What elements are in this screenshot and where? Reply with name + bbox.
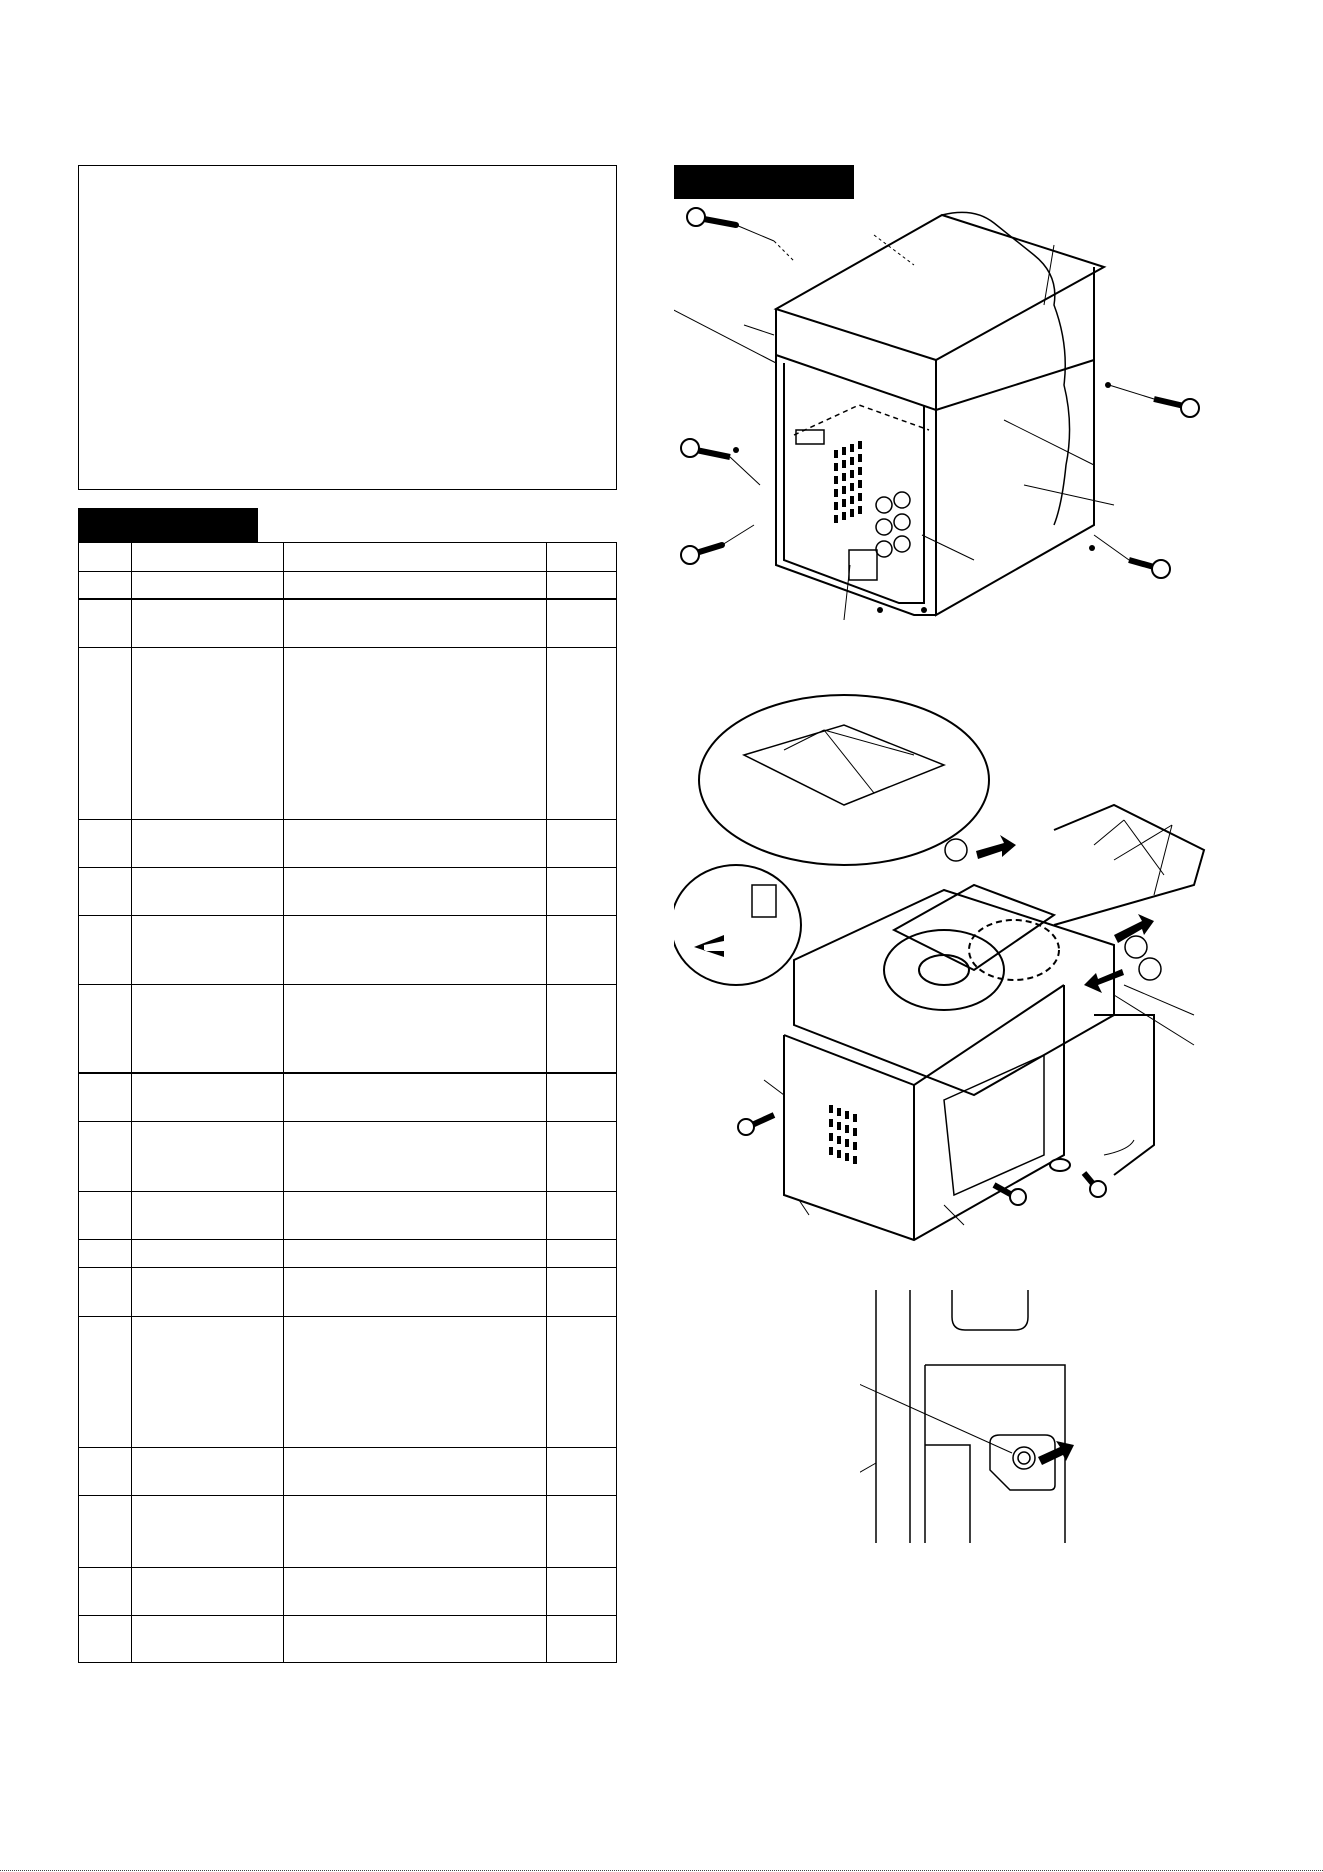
row-divider [79,819,616,820]
row-divider [79,1191,616,1192]
right-section-header [674,165,854,199]
cd-mechanism-removal-figure [674,685,1234,1245]
row-divider [79,1316,616,1317]
cabinet-removal-figure [674,205,1214,625]
row-divider [79,1072,616,1074]
row-divider [79,915,616,916]
row-divider [79,1615,616,1616]
page-bottom-rule [0,1870,1323,1871]
left-section-header [78,508,258,542]
lock-detail-figure [860,1285,1160,1555]
row-divider [79,1239,616,1240]
row-divider [79,1567,616,1568]
row-divider [79,1121,616,1122]
row-divider [79,571,616,572]
row-divider [79,867,616,868]
row-divider [79,1267,616,1268]
row-divider [79,1495,616,1496]
row-divider [79,598,616,600]
disassembly-table [78,542,617,1663]
row-divider [79,647,616,648]
row-divider [79,1447,616,1448]
notice-box [78,165,617,490]
row-divider [79,984,616,985]
